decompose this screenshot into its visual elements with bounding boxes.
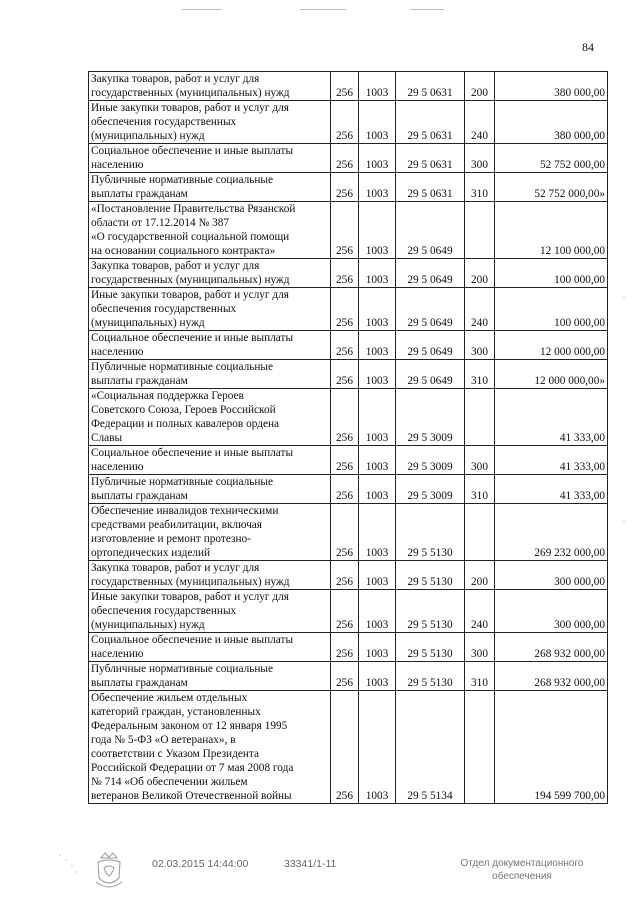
row-grbs-code: 256 xyxy=(331,446,359,475)
row-section-code: 1003 xyxy=(359,590,396,633)
row-expense-type: 300 xyxy=(465,446,495,475)
row-amount: 380 000,00 xyxy=(495,101,608,144)
row-grbs-code: 256 xyxy=(331,144,359,173)
table-row xyxy=(89,72,608,101)
row-amount: 269 232 000,00 xyxy=(495,504,608,561)
row-target-code: 29 5 5130 xyxy=(396,633,465,662)
row-name: Социальное обеспечение и иные выплаты населению xyxy=(89,331,331,360)
row-grbs-code: 256 xyxy=(331,561,359,590)
row-target-code: 29 5 3009 xyxy=(396,475,465,504)
row-name: «Постановление Правительства Рязанской области от 17.12.2014 № 387 «О государственной социальной помощи на основании социального контракта» xyxy=(89,202,331,259)
row-section-code: 1003 xyxy=(359,633,396,662)
row-expense-type: 240 xyxy=(465,101,495,144)
row-amount: 268 932 000,00 xyxy=(495,662,608,691)
row-section-code: 1003 xyxy=(359,662,396,691)
row-section-code: 1003 xyxy=(359,446,396,475)
row-section-code: 1003 xyxy=(359,331,396,360)
row-name: Публичные нормативные социальные выплаты гражданам xyxy=(89,662,331,691)
row-name: Обеспечение жильем отдельных категорий граждан, установленных Федеральным законом от 12 января 1995 года № 5-ФЗ «О ветеранах», в соответствии с Указом Президента Российской Федерации от 7 мая 2008 года № 714 «Об обеспечении жильем ветеранов Великой Отечественной войны xyxy=(89,691,331,804)
row-expense-type: 310 xyxy=(465,173,495,202)
table-row xyxy=(89,561,608,590)
row-expense-type: 310 xyxy=(465,360,495,389)
row-expense-type xyxy=(465,691,495,804)
row-target-code: 29 5 0649 xyxy=(396,259,465,288)
row-name: Публичные нормативные социальные выплаты гражданам xyxy=(89,360,331,389)
row-target-code: 29 5 0649 xyxy=(396,288,465,331)
row-target-code: 29 5 0631 xyxy=(396,173,465,202)
row-grbs-code: 256 xyxy=(331,101,359,144)
row-amount: 12 100 000,00 xyxy=(495,202,608,259)
row-expense-type: 200 xyxy=(465,561,495,590)
row-section-code: 1003 xyxy=(359,202,396,259)
footer-doc-number: 33341/1-11 xyxy=(284,858,337,870)
table-row xyxy=(89,446,608,475)
table-row xyxy=(89,331,608,360)
row-amount: 41 333,00 xyxy=(495,475,608,504)
row-expense-type: 300 xyxy=(465,331,495,360)
row-target-code: 29 5 3009 xyxy=(396,389,465,446)
row-name: Закупка товаров, работ и услуг для государственных (муниципальных) нужд xyxy=(89,561,331,590)
row-amount: 100 000,00 xyxy=(495,259,608,288)
row-amount: 52 752 000,00 xyxy=(495,144,608,173)
row-section-code: 1003 xyxy=(359,389,396,446)
row-amount: 300 000,00 xyxy=(495,561,608,590)
department-stamp: Отдел документационного обеспечения xyxy=(460,858,584,882)
row-expense-type: 240 xyxy=(465,590,495,633)
row-target-code: 29 5 5130 xyxy=(396,662,465,691)
row-amount: 41 333,00 xyxy=(495,389,608,446)
table-row xyxy=(89,590,608,633)
row-grbs-code: 256 xyxy=(331,288,359,331)
row-expense-type: 310 xyxy=(465,475,495,504)
row-grbs-code: 256 xyxy=(331,590,359,633)
table-row xyxy=(89,144,608,173)
row-target-code: 29 5 3009 xyxy=(396,446,465,475)
row-expense-type xyxy=(465,504,495,561)
row-target-code: 29 5 0631 xyxy=(396,72,465,101)
row-amount: 380 000,00 xyxy=(495,72,608,101)
row-name: Социальное обеспечение и иные выплаты населению xyxy=(89,446,331,475)
row-expense-type: 200 xyxy=(465,259,495,288)
row-grbs-code: 256 xyxy=(331,389,359,446)
table-row xyxy=(89,259,608,288)
row-section-code: 1003 xyxy=(359,475,396,504)
row-name: Социальное обеспечение и иные выплаты населению xyxy=(89,144,331,173)
row-name: Публичные нормативные социальные выплаты гражданам xyxy=(89,173,331,202)
row-target-code: 29 5 0631 xyxy=(396,101,465,144)
table-row xyxy=(89,173,608,202)
table-row xyxy=(89,288,608,331)
row-section-code: 1003 xyxy=(359,360,396,389)
row-name: Иные закупки товаров, работ и услуг для обеспечения государственных (муниципальных) нужд xyxy=(89,101,331,144)
row-target-code: 29 5 0631 xyxy=(396,144,465,173)
row-target-code: 29 5 0649 xyxy=(396,331,465,360)
row-expense-type: 200 xyxy=(465,72,495,101)
coat-of-arms-icon xyxy=(92,848,126,890)
page-number: 84 xyxy=(582,40,594,54)
row-grbs-code: 256 xyxy=(331,331,359,360)
table-row xyxy=(89,633,608,662)
row-grbs-code: 256 xyxy=(331,662,359,691)
row-expense-type: 240 xyxy=(465,288,495,331)
row-section-code: 1003 xyxy=(359,504,396,561)
row-amount: 12 000 000,00» xyxy=(495,360,608,389)
table-row xyxy=(89,504,608,561)
row-name: Закупка товаров, работ и услуг для государственных (муниципальных) нужд xyxy=(89,72,331,101)
row-name: Обеспечение инвалидов техническими средствами реабилитации, включая изготовление и ремонт протезно- ортопедических изделий xyxy=(89,504,331,561)
row-section-code: 1003 xyxy=(359,144,396,173)
footer-datetime: 02.03.2015 14:44:00 xyxy=(152,858,249,870)
table-row xyxy=(89,202,608,259)
row-amount: 100 000,00 xyxy=(495,288,608,331)
row-target-code: 29 5 5134 xyxy=(396,691,465,804)
table-row xyxy=(89,389,608,446)
row-section-code: 1003 xyxy=(359,288,396,331)
row-target-code: 29 5 0649 xyxy=(396,202,465,259)
budget-table xyxy=(88,71,608,804)
row-expense-type: 310 xyxy=(465,662,495,691)
row-name: Иные закупки товаров, работ и услуг для обеспечения государственных (муниципальных) нужд xyxy=(89,288,331,331)
table-row xyxy=(89,691,608,804)
row-grbs-code: 256 xyxy=(331,360,359,389)
row-expense-type: 300 xyxy=(465,633,495,662)
row-grbs-code: 256 xyxy=(331,202,359,259)
row-section-code: 1003 xyxy=(359,173,396,202)
row-amount: 194 599 700,00 xyxy=(495,691,608,804)
row-name: Публичные нормативные социальные выплаты гражданам xyxy=(89,475,331,504)
table-row xyxy=(89,475,608,504)
row-section-code: 1003 xyxy=(359,259,396,288)
row-section-code: 1003 xyxy=(359,691,396,804)
row-expense-type xyxy=(465,389,495,446)
row-grbs-code: 256 xyxy=(331,691,359,804)
table-row xyxy=(89,360,608,389)
row-grbs-code: 256 xyxy=(331,259,359,288)
row-name: «Социальная поддержка Героев Советского Союза, Героев Российской Федерации и полных кавалеров ордена Славы xyxy=(89,389,331,446)
row-grbs-code: 256 xyxy=(331,504,359,561)
table-row xyxy=(89,662,608,691)
row-section-code: 1003 xyxy=(359,72,396,101)
row-name: Иные закупки товаров, работ и услуг для обеспечения государственных (муниципальных) нужд xyxy=(89,590,331,633)
row-expense-type: 300 xyxy=(465,144,495,173)
row-expense-type xyxy=(465,202,495,259)
row-section-code: 1003 xyxy=(359,561,396,590)
row-grbs-code: 256 xyxy=(331,633,359,662)
row-amount: 41 333,00 xyxy=(495,446,608,475)
budget-table-body xyxy=(89,72,608,804)
row-amount: 268 932 000,00 xyxy=(495,633,608,662)
row-amount: 12 000 000,00 xyxy=(495,331,608,360)
row-target-code: 29 5 5130 xyxy=(396,504,465,561)
row-target-code: 29 5 5130 xyxy=(396,590,465,633)
row-name: Социальное обеспечение и иные выплаты населению xyxy=(89,633,331,662)
row-target-code: 29 5 0649 xyxy=(396,360,465,389)
row-amount: 300 000,00 xyxy=(495,590,608,633)
row-target-code: 29 5 5130 xyxy=(396,561,465,590)
row-name: Закупка товаров, работ и услуг для государственных (муниципальных) нужд xyxy=(89,259,331,288)
row-section-code: 1003 xyxy=(359,101,396,144)
row-grbs-code: 256 xyxy=(331,173,359,202)
row-grbs-code: 256 xyxy=(331,475,359,504)
row-amount: 52 752 000,00» xyxy=(495,173,608,202)
row-grbs-code: 256 xyxy=(331,72,359,101)
table-row xyxy=(89,101,608,144)
